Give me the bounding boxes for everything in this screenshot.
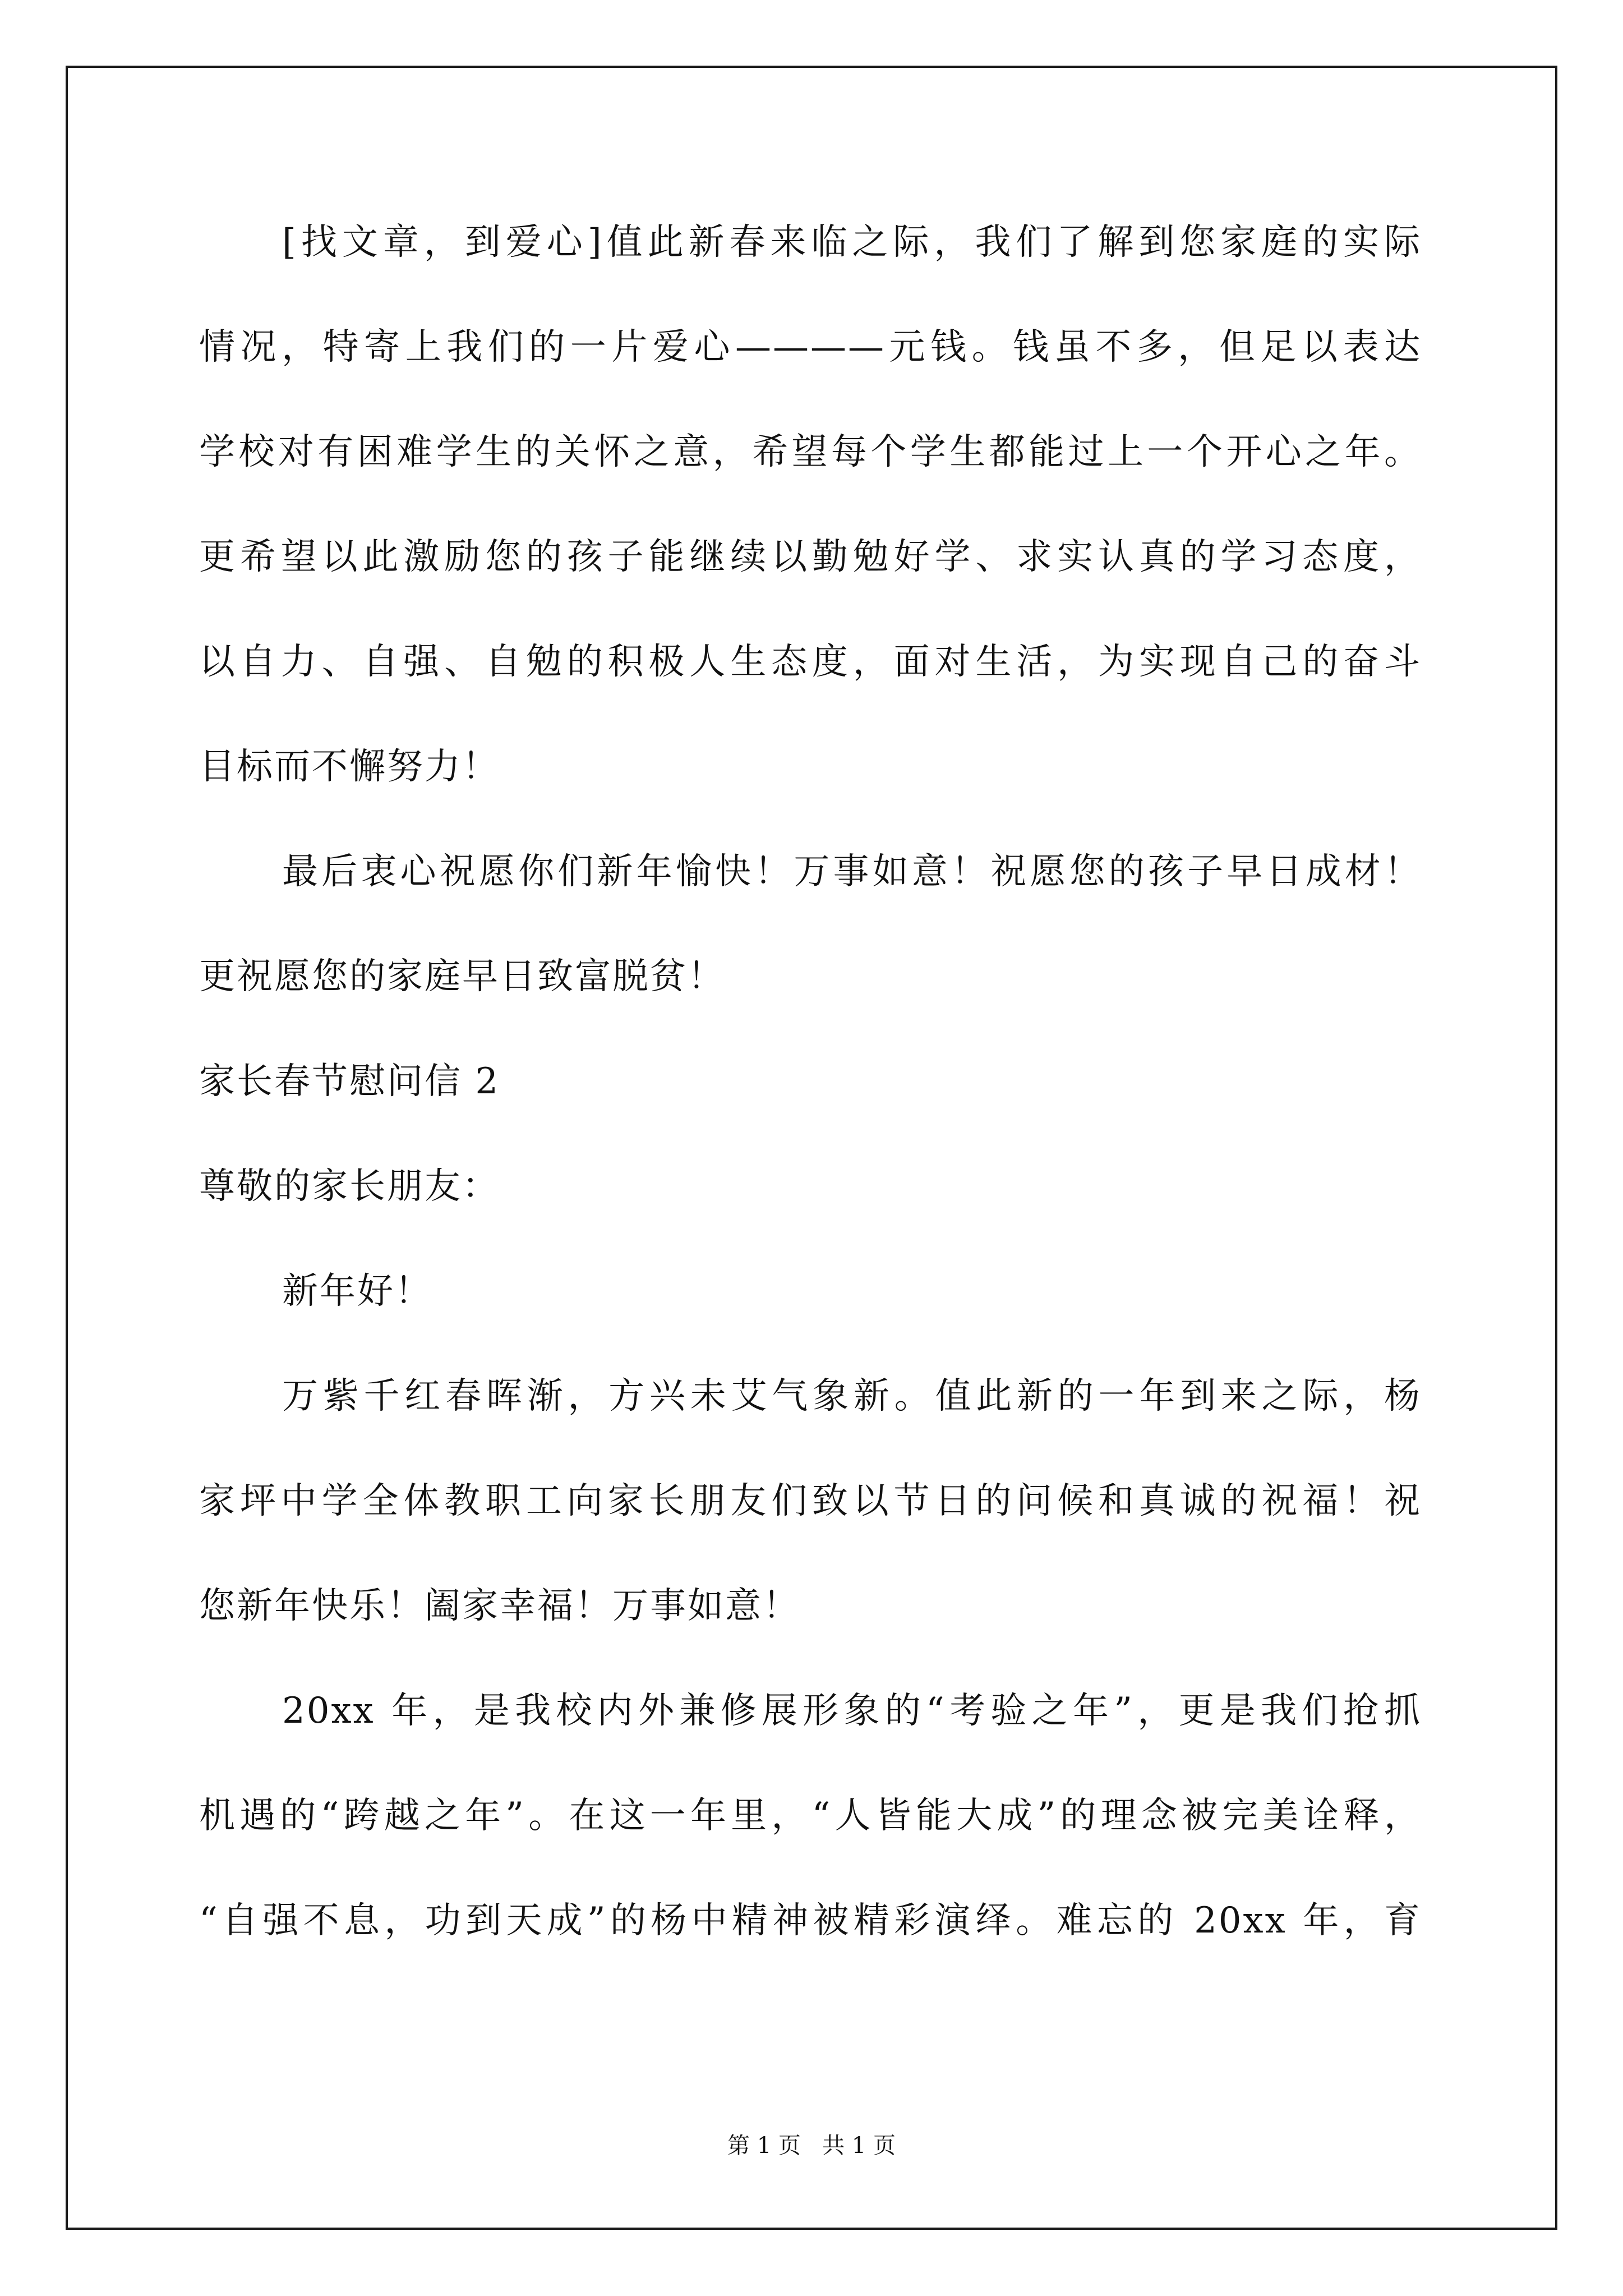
paragraph-1-line-2: 情况，特寄上我们的一片爱心————元钱。钱虽不多，但足以表达 <box>199 326 1422 368</box>
paragraph-2-line-2: 更祝愿您的家庭早日致富脱贫！ <box>199 956 725 997</box>
paragraph-2-line-1: 最后衷心祝愿你们新年愉快！万事如意！祝愿您的孩子早日成材！ <box>282 851 1422 892</box>
paragraph-3-line-3: 您新年快乐！阖家幸福！万事如意！ <box>199 1585 800 1627</box>
paragraph-1-line-1: [找文章，到爱心]值此新春来临之际，我们了解到您家庭的实际 <box>282 222 1422 263</box>
section-heading: 家长春节慰问信 2 <box>199 1061 500 1102</box>
paragraph-3-line-1: 万紫千红春晖渐，方兴未艾气象新。值此新的一年到来之际，杨 <box>282 1375 1422 1417</box>
salutation: 尊敬的家长朋友： <box>199 1166 500 1207</box>
page-number-footer: 第 1 页 共 1 页 <box>727 2133 896 2159</box>
paragraph-1-line-6: 目标而不懈努力！ <box>199 746 500 788</box>
paragraph-4-line-2: 机遇的“跨越之年”。在这一年里，“人皆能大成”的理念被完美诠释， <box>199 1795 1422 1837</box>
paragraph-1-line-5: 以自力、自强、自勉的积极人生态度，面对生活，为实现自己的奋斗 <box>199 641 1422 683</box>
greeting: 新年好！ <box>282 1271 432 1312</box>
paragraph-1-line-4: 更希望以此激励您的孩子能继续以勤勉好学、求实认真的学习态度， <box>199 536 1422 578</box>
paragraph-3-line-2: 家坪中学全体教职工向家长朋友们致以节日的问候和真诚的祝福！祝 <box>199 1480 1422 1522</box>
paragraph-1-line-3: 学校对有困难学生的关怀之意，希望每个学生都能过上一个开心之年。 <box>199 431 1422 473</box>
paragraph-4-line-3: “自强不息，功到天成”的杨中精神被精彩演绎。难忘的 20xx 年，育 <box>199 1900 1422 1941</box>
paragraph-4-line-1: 20xx 年，是我校内外兼修展形象的“考验之年”，更是我们抢抓 <box>282 1690 1422 1732</box>
